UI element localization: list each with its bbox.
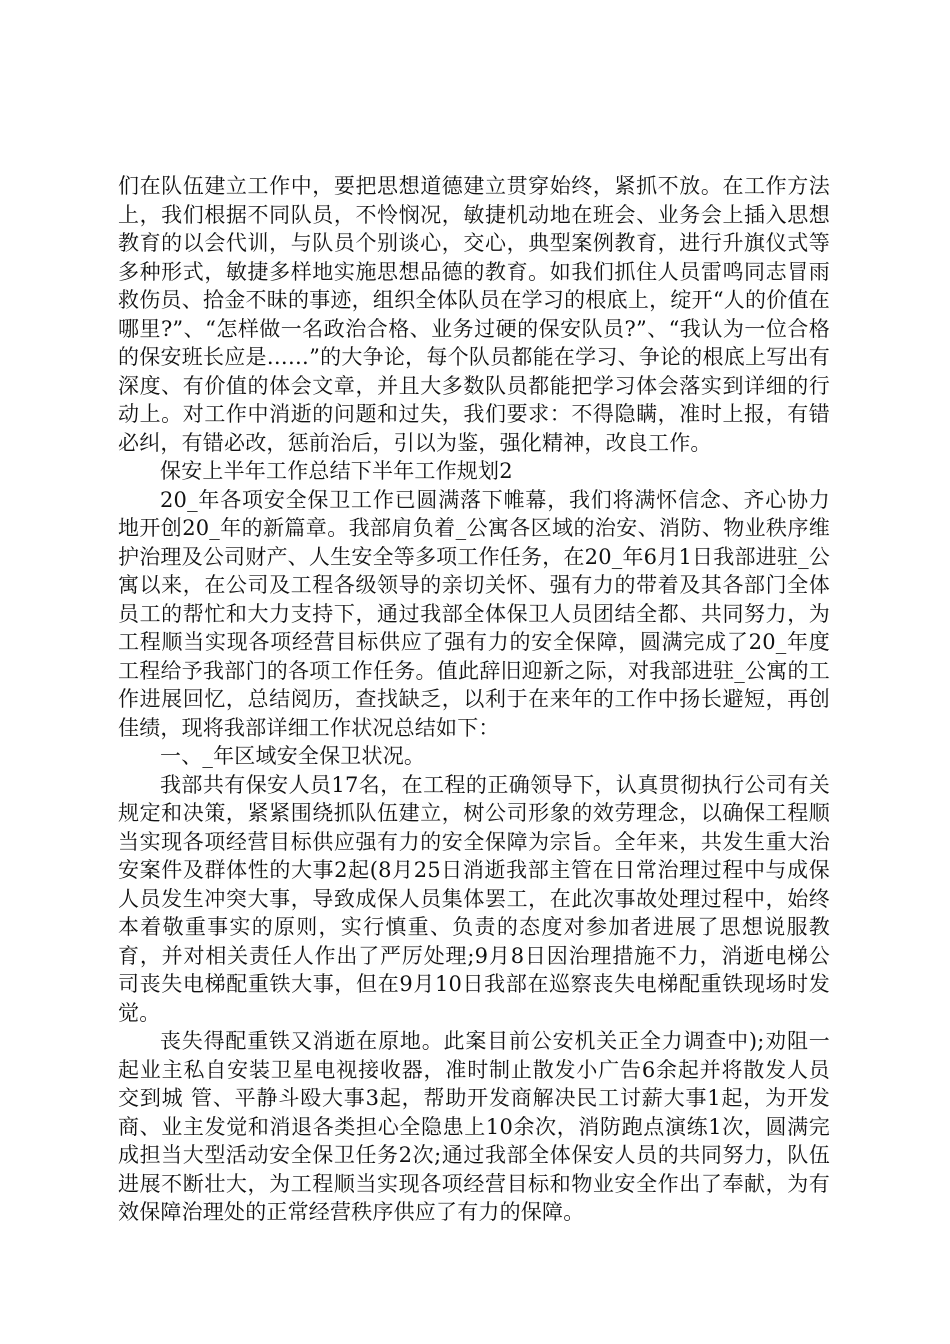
section-title-work-summary-2: 保安上半年工作总结下半年工作规划2 bbox=[160, 459, 513, 483]
paragraph-security-incidents: 我部共有保安人员17名，在工程的正确领导下，认真贯彻执行公司有关规定和决策，紧紧围绕抓队伍建立，树公司形象的效劳理念，以确保工程顺当实现各项经营目标供应强有力的安全保障为宗旨。全年来，共发生重大治安案件及群体性的大事2起(8月25日消逝我部主管在日常治理过程中与成保人员发生冲突大事，导致成保人员集体罢工，在此次事故处理过程中，始终本着敬重事实的原则，实行慎重、负责的态度对参加者进展了思想说服教育，并对相关责任人作出了严厉处理;9月8日因治理措施不力，消逝电梯公司丧失电梯配重铁大事，但在9月10日我部在巡察丧失电梯配重铁现场时发觉。 bbox=[118, 772, 830, 1025]
section-heading-security-status: 一、_年区域安全保卫状况。 bbox=[160, 744, 426, 768]
paragraph-security-achievements: 丧失得配重铁又消逝在原地。此案目前公安机关正全力调查中);劝阻一起业主私自安装卫星电视接收器，准时制止散发小广告6余起并将散发人员交到城 管、平静斗殴大事3起，帮助开发商解决民工讨薪大事1起，为开发商、业主发觉和消退各类担心全隐患上10余次，消防跑点演练1次，圆满完成担当大型活动安全保卫任务2次;通过我部全体保安人员的共同努力，队伍进展不断壮大，为工程顺当实现各项经营目标和物业安全作出了奉献，为有效保障治理处的正常经营秩序供应了有力的保障。 bbox=[118, 1029, 830, 1224]
document-body bbox=[118, 172, 830, 1227]
paragraph-ideological-education: 们在队伍建立工作中，要把思想道德建立贯穿始终，紧抓不放。在工作方法上，我们根据不同队员，不怜悯况，敏捷机动地在班会、业务会上插入思想教育的以会代训，与队员个别谈心，交心，典型案例教育，进行升旗仪式等多种形式，敏捷多样地实施思想品德的教育。如我们抓住人员雷鸣同志冒雨救伤员、拾金不昧的事迹，组织全体队员在学习的根底上，绽开“人的价值在哪里?”、“怎样做一名政治合格、业务过硬的保安队员?”、“我认为一位合格的保安班长应是……”的大争论，每个队员都能在学习、争论的根底上写出有深度、有价值的体会文章，并且大多数队员都能把学习体会落实到详细的行动上。对工作中消逝的问题和过失，我们要求：不得隐瞒，准时上报，有错必纠，有错必改，惩前治后，引以为鉴，强化精神，改良工作。 bbox=[118, 174, 830, 455]
paragraph-annual-overview: 20_年各项安全保卫工作已圆满落下帷幕，我们将满怀信念、齐心协力地开创20_年的新篇章。我部肩负着_公寓各区域的治安、消防、物业秩序维护治理及公司财产、人生安全等多项工作任务，在20_年6月1日我部进驻_公寓以来，在公司及工程各级领导的亲切关怀、强有力的带着及其各部门全体员工的帮忙和大力支持下，通过我部全体保卫人员团结全都、共同努力，为工程顺当实现各项经营目标供应了强有力的安全保障，圆满完成了20_年度工程给予我部门的各项工作任务。值此辞旧迎新之际，对我部进驻_公寓的工作进展回忆，总结阅历，查找缺乏，以利于在来年的工作中扬长避短，再创佳绩，现将我部详细工作状况总结如下： bbox=[118, 487, 830, 740]
